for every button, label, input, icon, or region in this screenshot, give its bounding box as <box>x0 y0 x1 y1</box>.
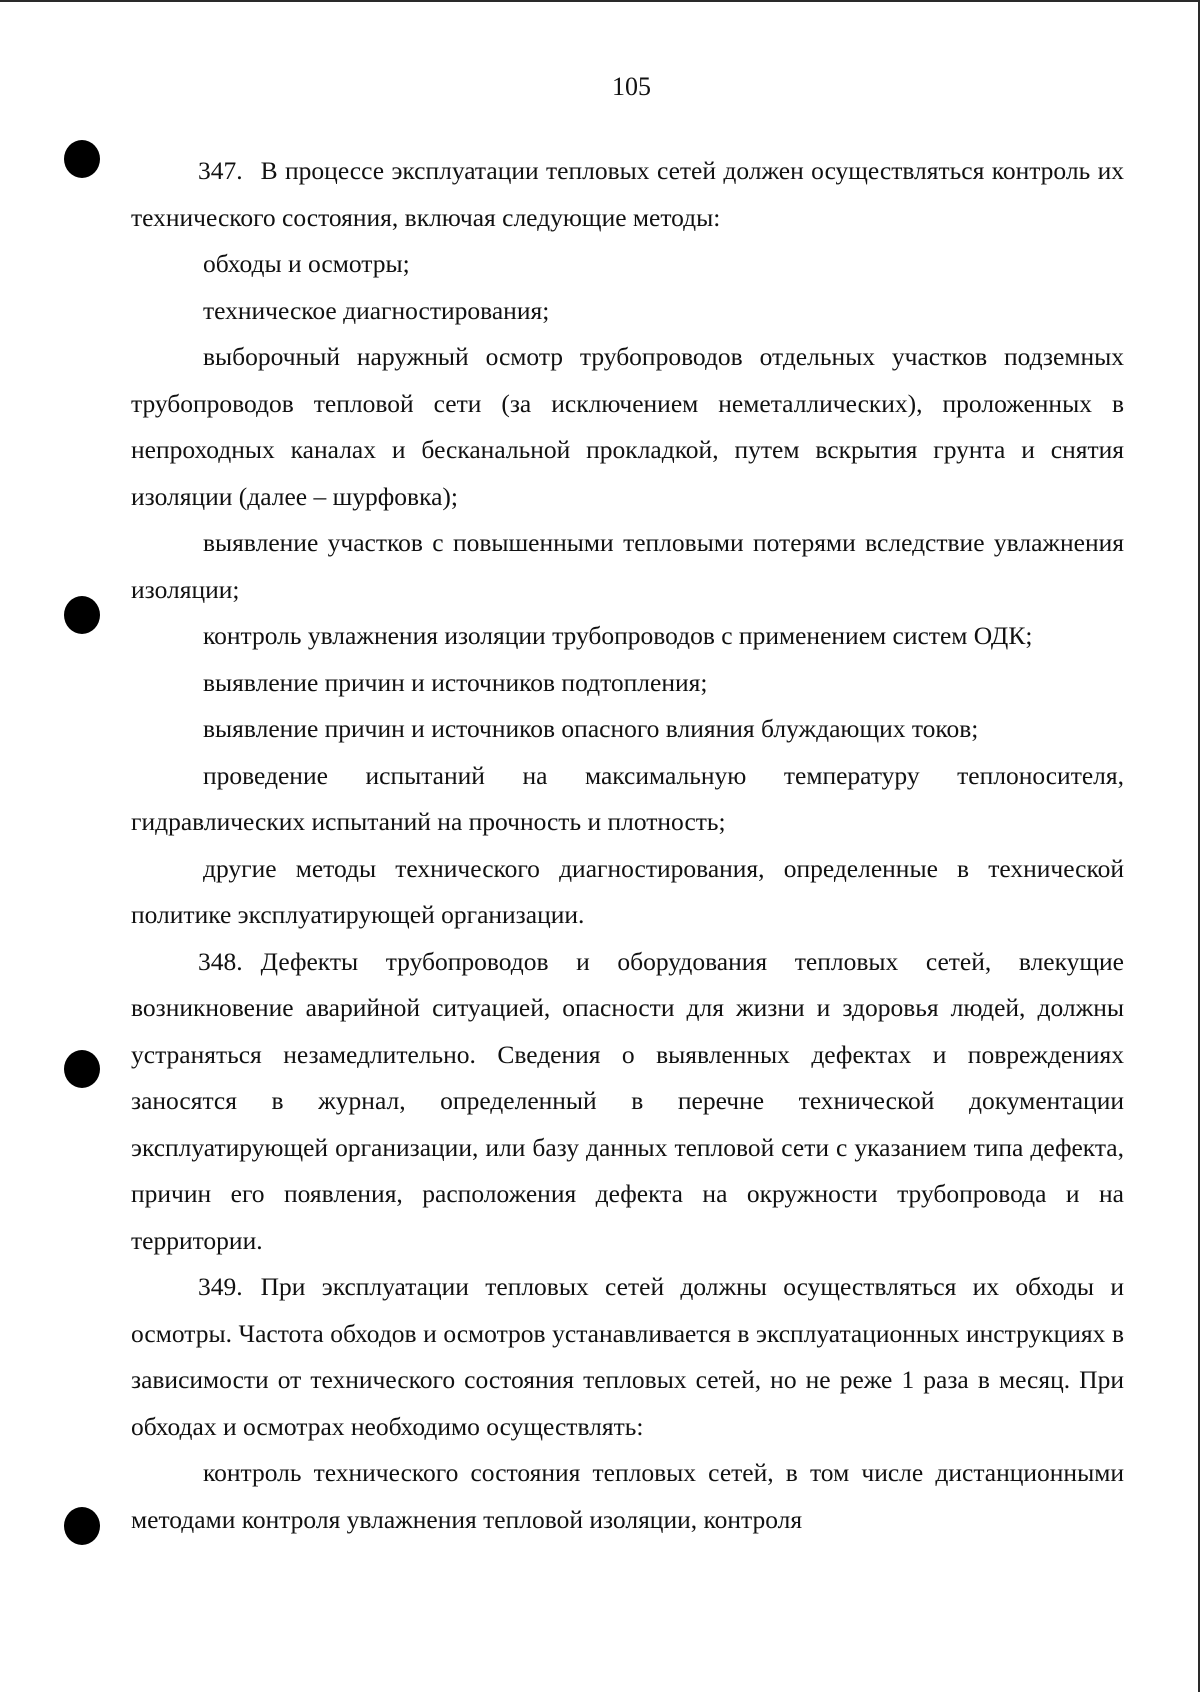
clause-text: Дефекты трубопроводов и оборудования тепловых сетей, влекущие возникновение аварийной ситуацией, опасности для жизни и здоровья людей, должны устраняться незамедлительно. Сведения о выявленных дефектах и повреждениях заносятся в журнал, определенный в перечне технической документации эксплуатирующей организации, или базу данных тепловой сети с указанием типа дефекта, причин его появления, расположения дефекта на окружности трубопровода и на территории. <box>131 946 1124 1255</box>
clause-347 <box>131 148 1124 241</box>
list-item: контроль технического состояния тепловых сетей, в том числе дистанционными методами контроля увлажнения тепловой изоляции, контроля <box>131 1458 1124 1534</box>
clause-348 <box>131 939 1124 1265</box>
clause-number: 348. <box>198 946 243 976</box>
clause-text: В процессе эксплуатации тепловых сетей должен осуществляться контроль их технического состояния, включая следующие методы: <box>131 156 1124 232</box>
punch-hole-mark <box>64 140 100 178</box>
clause-number: 349. <box>198 1272 243 1301</box>
list-item: проведение испытаний на максимальную температуру теплоносителя, гидравлических испытаний на прочность и плотность; <box>131 760 1124 836</box>
clause-text: При эксплуатации тепловых сетей должны осуществляться их обходы и осмотры. Частота обходов и осмотров устанавливается в эксплуатационных инструкциях в зависимости от технического состояния тепловых сетей, но не реже 1 раза в месяц. При обходах и осмотрах необходимо осуществлять: <box>131 1272 1124 1441</box>
list-item: выборочный наружный осмотр трубопроводов отдельных участков подземных трубопроводов тепловой сети (за исключением неметаллических), проложенных в непроходных каналах и бесканальной прокладкой, путем вскрытия грунта и снятия изоляции (далее – шурфовка); <box>131 342 1124 511</box>
list-item: контроль увлажнения изоляции трубопроводов с применением систем ОДК; <box>203 621 1033 650</box>
list-item: выявление причин и источников подтопления; <box>203 667 708 697</box>
document-body <box>131 148 1124 1543</box>
clause-349 <box>131 1264 1124 1450</box>
punch-hole-mark <box>64 596 100 634</box>
punch-hole-mark <box>64 1050 100 1088</box>
list-item: другие методы технического диагностирования, определенные в технической политике эксплуатирующей организации. <box>131 853 1124 929</box>
punch-hole-mark <box>64 1507 100 1545</box>
clause-number: 347. <box>198 156 243 185</box>
list-item: техническое диагностирования; <box>203 295 550 325</box>
list-item: выявление причин и источников опасного влияния блуждающих токов; <box>203 714 979 743</box>
scan-border-top <box>0 0 1200 2</box>
list-item: выявление участков с повышенными тепловыми потерями вследствие увлажнения изоляции; <box>131 528 1124 604</box>
list-item: обходы и осмотры; <box>203 249 410 278</box>
page-number: 105 <box>612 72 651 101</box>
